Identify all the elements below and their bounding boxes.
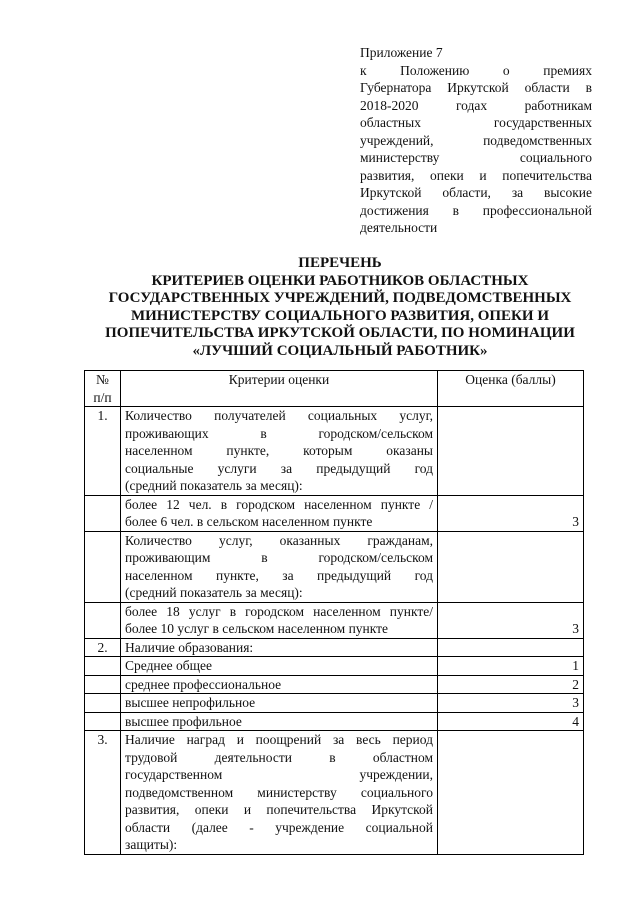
row-number: 2. [85, 638, 121, 657]
row-score: 1 [438, 657, 584, 676]
row-score [438, 731, 584, 855]
table-row [85, 602, 584, 638]
criterion-line: защиты): [125, 837, 178, 852]
criterion-line: Наличие образования: [125, 639, 254, 655]
row-criterion [121, 638, 438, 657]
row-criterion [121, 694, 438, 713]
criterion-line: государственном учреждении, [125, 767, 433, 782]
criterion-line: более 18 услуг в городском населенном пункте/ [125, 603, 433, 619]
appendix-line: министерству социального [360, 150, 592, 165]
header-num-line1: № [96, 372, 109, 387]
criterion-line: более 10 услуг в сельском населенном пункте [125, 621, 389, 636]
criterion-line: проживающих в городском/сельском [125, 425, 433, 441]
document-title [60, 255, 620, 360]
title-line: «ЛУЧШИЙ СОЦИАЛЬНЫЙ РАБОТНИК» [192, 342, 488, 359]
table-row [85, 638, 584, 657]
row-number: 1. [85, 407, 121, 496]
title-line: ПОПЕЧИТЕЛЬСТВА ИРКУТСКОЙ ОБЛАСТИ, ПО НОМИНАЦИИ [105, 325, 575, 341]
row-number [85, 531, 121, 602]
appendix-line: к Положению о премиях [360, 62, 592, 78]
title-line: КРИТЕРИЕВ ОЦЕНКИ РАБОТНИКОВ ОБЛАСТНЫХ [151, 272, 529, 289]
criteria-table [84, 370, 584, 855]
header-score: Оценка (баллы) [438, 371, 584, 407]
criterion-line: Среднее общее [125, 658, 213, 673]
appendix-line: Губернатора Иркутской области в [360, 80, 592, 95]
table-row [85, 712, 584, 731]
table-row [85, 675, 584, 694]
appendix-header [360, 44, 592, 237]
criterion-line: высшее профильное [125, 713, 242, 729]
row-criterion [121, 602, 438, 638]
criterion-line: проживающим в городском/сельском [125, 550, 433, 565]
row-criterion [121, 657, 438, 676]
row-number [85, 712, 121, 731]
criterion-line: населенном пункте, за предыдущий год [125, 567, 433, 583]
appendix-line: Иркутской области, за высокие [360, 185, 592, 200]
title-line: МИНИСТЕРСТВУ СОЦИАЛЬНОГО РАЗВИТИЯ, ОПЕКИ И [130, 307, 549, 324]
row-score: 3 [438, 602, 584, 638]
appendix-line: 2018-2020 годах работникам [360, 97, 592, 113]
row-criterion [121, 675, 438, 694]
row-criterion [121, 712, 438, 731]
criterion-line: области (далее - учреждение социальной [125, 819, 433, 835]
row-number: 3. [85, 731, 121, 855]
criterion-line: населенном пункте, которым оказаны [125, 443, 433, 458]
criterion-line: трудовой деятельности в областном [125, 749, 433, 765]
row-criterion [121, 531, 438, 602]
criterion-line: Наличие наград и поощрений за весь период [125, 732, 433, 747]
row-score [438, 638, 584, 657]
row-criterion [121, 495, 438, 531]
appendix-line: развития, опеки и попечительства [360, 167, 592, 183]
criterion-line: подведомственном министерству социального [125, 784, 433, 800]
criterion-line: (средний показатель за месяц): [125, 585, 303, 600]
table-row [85, 495, 584, 531]
criterion-line: более 6 чел. в сельском населенном пункте [125, 514, 373, 529]
appendix-line: деятельности [360, 220, 438, 235]
table-row [85, 657, 584, 676]
row-criterion [121, 731, 438, 855]
row-criterion [121, 407, 438, 496]
criterion-line: развития, опеки и попечительства Иркутской [125, 802, 433, 817]
row-number [85, 675, 121, 694]
criterion-line: высшее непрофильное [125, 695, 256, 710]
appendix-line: Приложение 7 [360, 45, 443, 60]
table-header-row [85, 371, 584, 407]
criterion-line: Количество получателей социальных услуг, [125, 408, 433, 423]
criterion-line: более 12 чел. в городском населенном пункте / [125, 496, 433, 512]
row-score: 3 [438, 694, 584, 713]
row-score: 4 [438, 712, 584, 731]
row-number [85, 657, 121, 676]
header-criteria: Критерии оценки [121, 371, 438, 407]
table-row [85, 531, 584, 602]
header-num [85, 371, 121, 407]
appendix-line: достижения в профессиональной [360, 202, 592, 218]
header-num-line2: п/п [93, 389, 112, 405]
row-number [85, 495, 121, 531]
title-line: ГОСУДАРСТВЕННЫХ УЧРЕЖДЕНИЙ, ПОДВЕДОМСТВЕННЫХ [108, 290, 572, 306]
appendix-line: учреждений, подведомственных [360, 132, 592, 148]
criterion-line: социальные услуги за предыдущий год [125, 460, 433, 476]
table-row [85, 731, 584, 855]
criterion-line: Количество услуг, оказанных гражданам, [125, 532, 433, 548]
row-number [85, 602, 121, 638]
title-line: ПЕРЕЧЕНЬ [298, 255, 382, 271]
criterion-line: (средний показатель за месяц): [125, 478, 303, 493]
row-number [85, 694, 121, 713]
criterion-line: среднее профессиональное [125, 676, 282, 692]
row-score: 2 [438, 675, 584, 694]
appendix-line: областных государственных [360, 115, 592, 130]
row-score: 3 [438, 495, 584, 531]
table-row [85, 407, 584, 496]
row-score [438, 407, 584, 496]
table-row [85, 694, 584, 713]
row-score [438, 531, 584, 602]
